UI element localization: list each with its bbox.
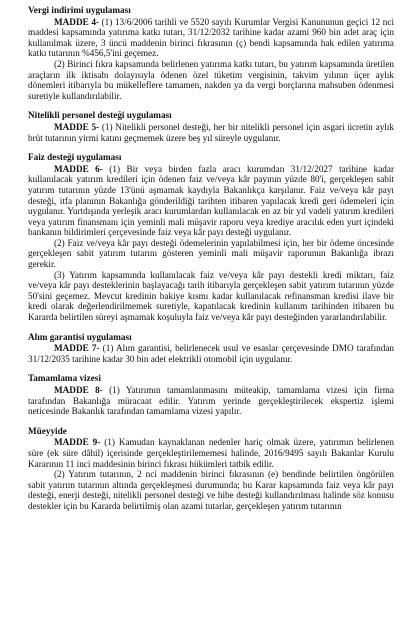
paragraph [28, 59, 394, 101]
article-number: MADDE 7- [54, 343, 100, 354]
article-number: MADDE 8- [54, 385, 103, 395]
paragraph [28, 343, 394, 364]
paragraph [28, 164, 394, 238]
section-heading: Alım garantisi uygulaması [28, 331, 132, 342]
paragraph [28, 270, 394, 323]
section-heading: Faiz desteği uygulaması [28, 152, 122, 163]
article-section [28, 152, 394, 323]
paragraph-text: (1) Bir veya birden fazla aracı kurumdan 31/12/2027 tarihine kadar kullanılacak yatırım kredileri için ödenen faiz ve/veya kâr payının yüzde 80'i, gerçekleşen sabit yatırım tutarının yüzde 13'ünü aşmamak kaydıyla Bakanlıkça karşılanır. Faiz ve/veya kâr payı desteği, itfa planının Bakanlığa gönderildiği tarihten itibaren yapılacak kredi geri ödemeleri için uygulanır. Yurtdışında yerleşik aracı kurumlardan kullanılacak en az bir yıl vadeli yatırım kredileri veya yatırım finansmanı için yeminli mali müşavir raporu veya krediye aracılık eden yurt içindeki bankanın bildirimleri çerçevesinde faiz veya kâr payı desteği uygulanır. [28, 163, 395, 238]
paragraph-text: (1) Yatırımın tamamlanmasını müteakip, tamamlama vizesi için firma tarafından Bakanlığa müracaat edilir. Yatırım yerinde gerçekleştirilecek ekspertiz işlemi neticesinde Bakanlık tarafından tamamlama vizesi yapılır. [28, 385, 395, 417]
paragraph-text: (3) Yatırım kapsamında kullanılacak faiz ve/veya kâr payı destekli kredi miktarı, faiz ve/veya kâr payı desteklerinin başlayacağı tarih itibarıyla gerçekleşen sabit yatırım tutarının yüzde 50'sini geçemez. Mevcut kredinin bakiye kısmı kadar kullanılacak refinansman kredisi ilave bir kredi olarak değerlendirilmemek suretiyle, kapatılacak kredinin kullanım tarihinden itibaren bu Kararda belirtilen süreyi aşmamak koşuluyla faiz ve/veya kâr payı desteğinden yararlandırılabilir. [28, 269, 394, 323]
paragraph-text: (1) Kamudan kaynaklanan nedenler hariç olmak üzere, yatırımın belirlenen süre (ek süre dâhil) içerisinde gerçekleştirilememesi halinde, 2016/9495 sayılı Bakanlar Kurulu Kararının 11 inci maddesinin birinci fıkrası hükümleri tatbik edilir. [28, 437, 394, 469]
article-number: MADDE 6- [54, 163, 103, 174]
paragraph [28, 17, 394, 59]
paragraph [28, 437, 394, 469]
section-heading: Vergi indirimi uygulaması [28, 5, 131, 15]
paragraph [28, 238, 394, 270]
section-heading: Nitelikli personel desteği uygulaması [28, 110, 172, 121]
article-number: MADDE 5- [54, 121, 100, 132]
paragraph-text: (1) Nitelikli personel desteği, her bir nitelikli personel için asgari ücretin aylık brüt tutarının yirmi katını geçmemek üzere beş yıl süreyle uygulanır. [28, 121, 395, 143]
paragraph [28, 469, 394, 511]
article-number: MADDE 9- [54, 437, 101, 448]
paragraph-text: (2) Birinci fıkra kapsamında belirlenen yatırıma katkı tutarı, bu yatırım kapsamında üretilen araçların ilk iktisabı dolayısıyla ödenen özel tüketim vergisinin, takvim yılının üçer aylık dönemleri itibarıyla bu mükelleflere tamamen, nakden ya da vergi borçlarına mahsuben ödenmesi suretiyle kullandırılabilir. [28, 58, 394, 101]
paragraph-text: (2) Faiz ve/veya kâr payı desteği ödemelerinin yapılabilmesi için, her bir ödeme öncesinde gerçekleşen sabit yatırım tutarını gösteren yeminli mali müşavir raporunun Bakanlığa ibrazı gerekir. [28, 237, 394, 270]
paragraph [28, 385, 394, 417]
section-heading: Müeyyide [28, 425, 67, 436]
article-section [28, 110, 394, 143]
article-section [28, 373, 394, 416]
paragraph-text: (1) Alım garantisi, belirlenecek usul ve esaslar çerçevesinde DMO tarafından 31/12/2035 tarihine kadar 30 bin adet elektrikli otomobil için uygulanır. [28, 343, 395, 364]
article-section [28, 332, 394, 365]
paragraph [28, 122, 394, 143]
paragraph-text: (2) Yatırım tutarının, 2 nci maddenin birinci fıkrasının (e) bendinde belirtilen öngörülen sabit yatırım tutarının altında gerçekleşmesi durumunda; bu Karar kapsamında faiz veya kâr payı desteği, enerji desteği, nitelikli personel desteği ve hibe desteği kullandırılması halinde söz konusu destekler için bu Kararda belirtilmiş olan azami tutarlar, gerçekleşen yatırım tutarının [28, 469, 394, 511]
section-heading: Tamamlama vizesi [28, 373, 101, 384]
article-number: MADDE 4- [54, 16, 99, 27]
article-section [28, 5, 394, 101]
article-section [28, 426, 394, 512]
paragraph-text: (1) 13/6/2006 tarihli ve 5520 sayılı Kurumlar Vergisi Kanununun geçici 12 nci maddesi kapsamında yatırıma katkı tutarı, 31/12/2032 tarihine kadar azami 960 bin adet araç için kullanılmak üzere, 3 üncü maddenin birinci fıkrasının (ç) bendi kapsamında hak edilen yatırıma katkı tutarının %456,5'ini geçemez. [28, 16, 394, 59]
